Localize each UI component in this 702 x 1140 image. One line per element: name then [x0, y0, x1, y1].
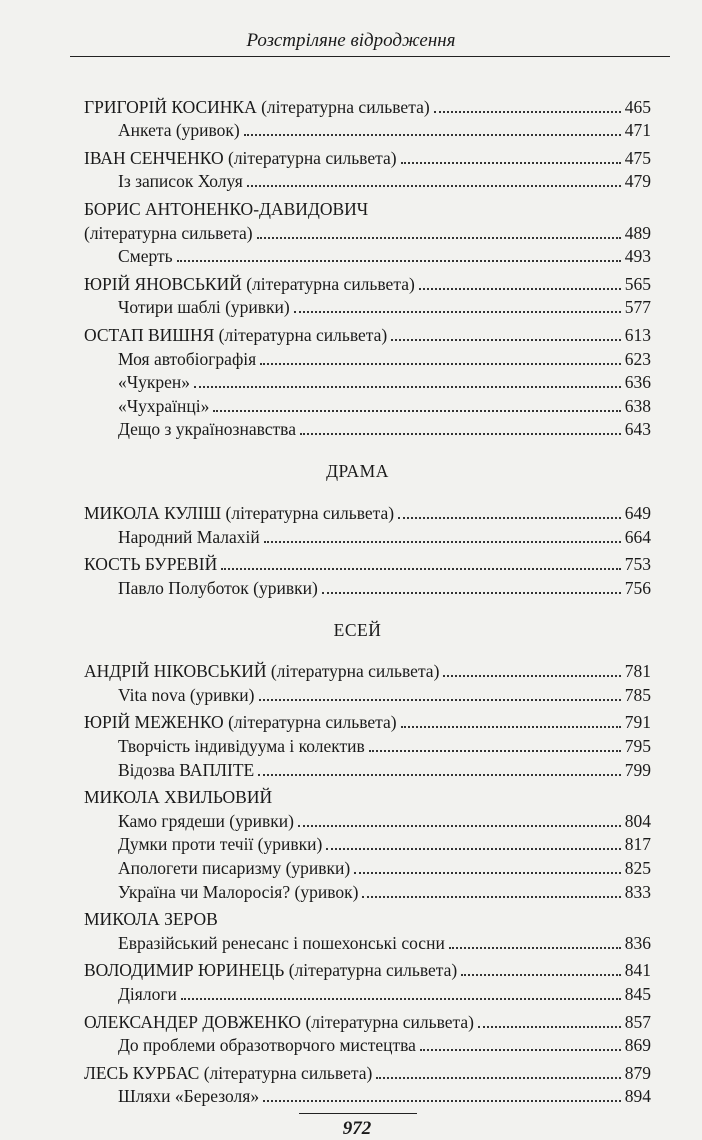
toc-entry-work	[84, 808, 651, 832]
dot-leader	[213, 409, 620, 412]
entry-page-number: 825	[624, 858, 651, 879]
entry-page-number: 785	[624, 684, 651, 705]
toc-entry-author	[84, 271, 651, 295]
toc-entry-work	[84, 981, 651, 1005]
toc-entry-author	[84, 958, 651, 982]
dot-leader	[376, 1076, 620, 1079]
entry-page-number: 471	[624, 120, 651, 141]
dot-leader	[326, 847, 620, 850]
entry-title: «Чукрен»	[118, 372, 191, 393]
toc-entry-work	[84, 295, 651, 319]
toc-entry-author	[84, 659, 651, 683]
entry-page-number: 894	[624, 1086, 651, 1107]
dot-leader	[300, 432, 621, 435]
page-number: 972	[342, 1118, 372, 1139]
dot-leader	[264, 540, 621, 543]
toc-entry-work	[84, 524, 651, 548]
section-heading: ДРАМА	[326, 461, 389, 482]
entry-page-number: 791	[624, 712, 651, 733]
entry-page-number: 577	[624, 297, 651, 318]
toc-entry-author	[84, 710, 651, 734]
entry-title: Смерть	[118, 246, 173, 267]
toc-entry-work	[84, 682, 651, 706]
toc-entry-work	[84, 879, 651, 903]
entry-title: ОЛЕКСАНДЕР ДОВЖЕНКО (літературна сильвета)	[84, 1011, 474, 1032]
entry-title: Анкета (уривок)	[118, 120, 240, 141]
toc-entry-work	[84, 169, 651, 193]
entry-title: Відозва ВАПЛІТЕ	[118, 759, 255, 780]
entry-title: МИКОЛА КУЛІШ (літературна сильвета)	[84, 502, 395, 523]
toc-entry-work	[84, 118, 651, 142]
dot-leader	[194, 385, 621, 388]
header-rule	[70, 56, 670, 57]
entry-page-number: 869	[624, 1035, 651, 1056]
dot-leader	[449, 946, 621, 949]
entry-title: Чотири шаблі (уривки)	[118, 297, 290, 318]
dot-leader	[244, 133, 621, 136]
entry-title: Дещо з українознавства	[118, 419, 296, 440]
toc-entry-work	[84, 575, 651, 599]
entry-page-number: 565	[624, 273, 651, 294]
entry-page-number: 799	[624, 759, 651, 780]
dot-leader	[177, 259, 621, 262]
entry-title: ВОЛОДИМИР ЮРИНЕЦЬ (літературна сильвета)	[84, 960, 458, 981]
entry-title: ЛЕСЬ КУРБАС (літературна сильвета)	[84, 1062, 373, 1083]
entry-page-number: 857	[624, 1011, 651, 1032]
dot-leader	[263, 1099, 621, 1102]
entry-page-number: 623	[624, 348, 651, 369]
entry-title: До проблеми образотворчого мистецтва	[118, 1035, 416, 1056]
entry-title: Думки проти течії (уривки)	[118, 834, 323, 855]
entry-title: (літературна сильвета)	[84, 222, 253, 243]
toc-entry-author	[84, 196, 651, 220]
toc-entry-author	[84, 907, 651, 931]
entry-title: Творчість індивідуума і колектив	[118, 736, 365, 757]
toc-entry-work	[84, 393, 651, 417]
entry-title: БОРИС АНТОНЕНКО-ДАВИДОВИЧ	[84, 198, 369, 219]
entry-page-number: 493	[624, 246, 651, 267]
dot-leader	[258, 773, 621, 776]
dot-leader	[401, 161, 621, 164]
entry-page-number: 643	[624, 419, 651, 440]
dot-leader	[398, 516, 621, 519]
dot-leader	[478, 1025, 621, 1028]
dot-leader	[420, 1048, 621, 1051]
section-heading: ЕСЕЙ	[333, 619, 382, 640]
dot-leader	[298, 824, 621, 827]
toc-entry-work	[84, 832, 651, 856]
dot-leader	[257, 236, 621, 239]
entry-title: Камо грядеши (уривки)	[118, 810, 294, 831]
entry-title: Моя автобіографія	[118, 348, 257, 369]
toc-entry-author	[84, 1060, 651, 1084]
toc-entry-work	[84, 1033, 651, 1057]
toc-entry-author	[84, 220, 651, 244]
dot-leader	[260, 362, 621, 365]
entry-page-number: 465	[624, 96, 651, 117]
dot-leader	[354, 871, 621, 874]
dot-leader	[322, 591, 621, 594]
entry-title: Шляхи «Березоля»	[118, 1086, 260, 1107]
dot-leader	[362, 895, 620, 898]
toc-entry-author	[84, 94, 651, 118]
entry-page-number: 664	[624, 526, 651, 547]
dot-leader	[419, 287, 621, 290]
entry-title: Vita nova (уривки)	[118, 684, 255, 705]
dot-leader	[391, 338, 621, 341]
entry-page-number: 833	[624, 881, 651, 902]
entry-page-number: 636	[624, 372, 651, 393]
dot-leader	[401, 725, 621, 728]
entry-title: МИКОЛА ЗЕРОВ	[84, 909, 218, 930]
entry-page-number: 489	[624, 222, 651, 243]
entry-page-number: 756	[624, 577, 651, 598]
entry-title: ІВАН СЕНЧЕНКО (літературна сильвета)	[84, 147, 397, 168]
entry-page-number: 841	[624, 960, 651, 981]
dot-leader	[461, 973, 620, 976]
entry-title: Із записок Холуя	[118, 171, 243, 192]
entry-page-number: 804	[624, 810, 651, 831]
entry-title: ЮРІЙ ЯНОВСЬКИЙ (літературна сильвета)	[84, 273, 415, 294]
entry-title: АНДРІЙ НІКОВСЬКИЙ (літературна сильвета)	[84, 661, 440, 682]
entry-page-number: 638	[624, 395, 651, 416]
toc-entry-work	[84, 855, 651, 879]
entry-page-number: 817	[624, 834, 651, 855]
entry-page-number: 649	[624, 502, 651, 523]
toc-entry-author	[84, 500, 651, 524]
entry-title: Діялоги	[118, 984, 177, 1004]
entry-title: Україна чи Малоросія? (уривок)	[118, 881, 359, 902]
toc-entry-work	[84, 930, 651, 954]
entry-title: ГРИГОРІЙ КОСИНКА (літературна сильвета)	[84, 96, 430, 117]
toc-entry-work	[84, 1084, 651, 1108]
entry-title: Народний Малахій	[118, 526, 260, 547]
entry-title: Евразійський ренесанс і пошехонські сосни	[118, 932, 445, 953]
entry-title: «Чухраїнці»	[118, 395, 210, 416]
toc-entry-work	[84, 244, 651, 268]
dot-leader	[247, 184, 621, 187]
entry-page-number: 845	[624, 984, 651, 1004]
running-title: Розстріляне відродження	[246, 30, 456, 51]
toc-entry-work	[84, 370, 651, 394]
entry-title: МИКОЛА ХВИЛЬОВИЙ	[84, 787, 273, 808]
entry-title: КОСТЬ БУРЕВІЙ	[84, 554, 218, 575]
toc-entry-author	[84, 145, 651, 169]
table-of-contents	[84, 90, 651, 1107]
entry-page-number: 613	[624, 324, 651, 345]
toc-entry-author	[84, 785, 651, 809]
toc-entry-author	[84, 552, 651, 576]
entry-page-number: 879	[624, 1062, 651, 1083]
entry-page-number: 475	[624, 147, 651, 168]
toc-entry-work	[84, 417, 651, 441]
entry-title: ОСТАП ВИШНЯ (літературна сильвета)	[84, 324, 388, 345]
entry-page-number: 836	[624, 932, 651, 953]
entry-title: Павло Полуботок (уривки)	[118, 577, 318, 598]
entry-page-number: 795	[624, 736, 651, 757]
toc-entry-work	[84, 346, 651, 370]
dot-leader	[443, 674, 620, 677]
toc-entry-work	[84, 733, 651, 757]
entry-page-number: 753	[624, 554, 651, 575]
toc-entry-author	[84, 322, 651, 346]
dot-leader	[259, 698, 621, 701]
dot-leader	[294, 310, 621, 313]
entry-page-number: 781	[624, 661, 651, 682]
dot-leader	[434, 110, 621, 113]
toc-entry-author	[84, 1009, 651, 1033]
dot-leader	[181, 997, 621, 1000]
footer-rule	[299, 1113, 417, 1114]
dot-leader	[221, 567, 620, 570]
entry-title: ЮРІЙ МЕЖЕНКО (літературна сильвета)	[84, 712, 397, 733]
toc-entry-work	[84, 757, 651, 781]
entry-page-number: 479	[624, 171, 651, 192]
entry-title: Апологети писаризму (уривки)	[118, 858, 351, 879]
dot-leader	[369, 749, 621, 752]
